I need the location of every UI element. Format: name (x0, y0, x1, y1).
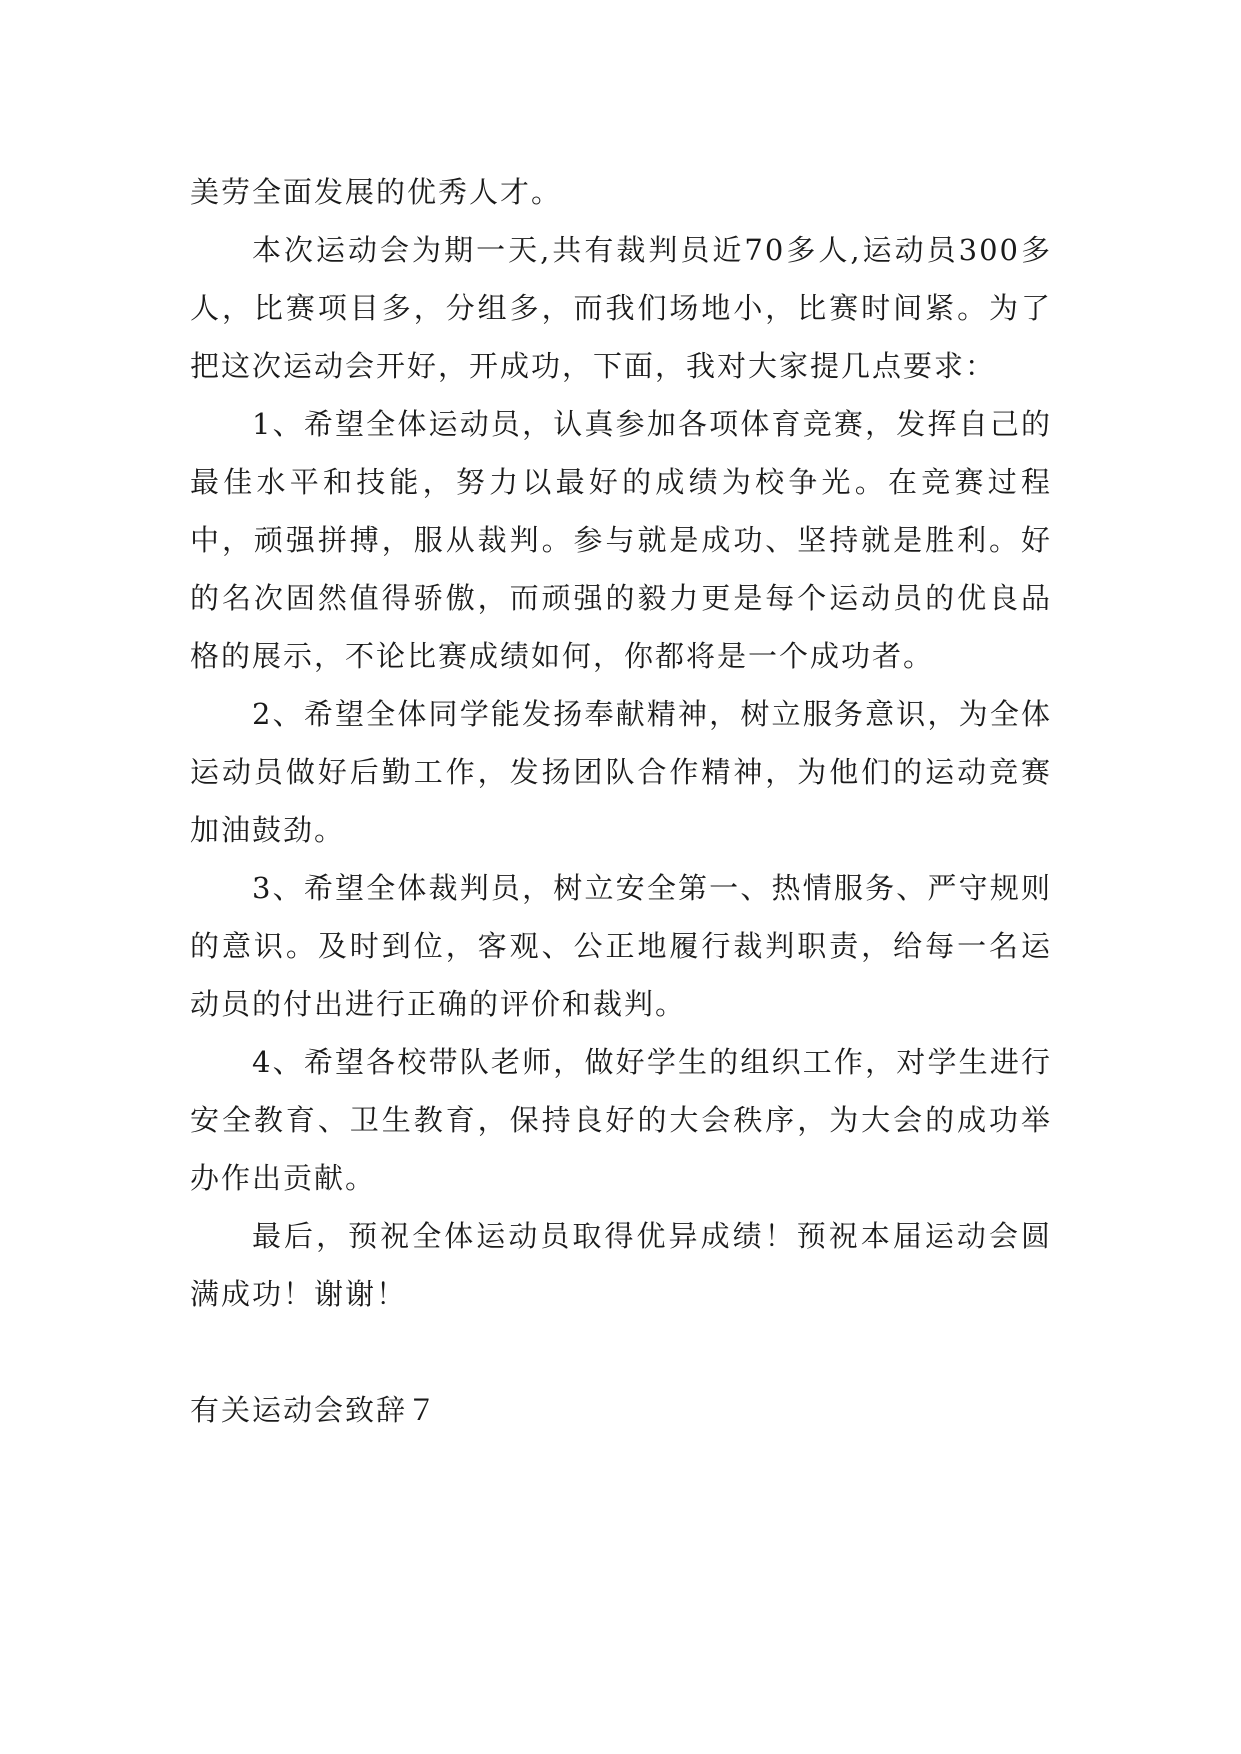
next-section-heading: 有关运动会致辞７ (190, 1393, 439, 1427)
paragraph-closing: 最后，预祝全体运动员取得优异成绩！预祝本届运动会圆满成功！谢谢！ (190, 1219, 1052, 1311)
paragraph-requirement-2: 2、希望全体同学能发扬奉献精神，树立服务意识，为全体运动员做好后勤工作，发扬团队合作精神，为他们的运动竞赛加油鼓劲。 (190, 697, 1052, 847)
section-spacer (190, 1323, 1052, 1381)
paragraph-requirement-4: 4、希望各校带队老师，做好学生的组织工作，对学生进行安全教育、卫生教育，保持良好的大会秩序，为大会的成功举办作出贡献。 (190, 1045, 1052, 1195)
paragraph-requirement-1: 1、希望全体运动员，认真参加各项体育竞赛，发挥自己的最佳水平和技能，努力以最好的成绩为校争光。在竞赛过程中，顽强拼搏，服从裁判。参与就是成功、坚持就是胜利。好的名次固然值得骄傲，而顽强的毅力更是每个运动员的优良品格的展示，不论比赛成绩如何，你都将是一个成功者。 (190, 407, 1052, 673)
document-body (190, 163, 1052, 1439)
paragraph-requirement-3: 3、希望全体裁判员，树立安全第一、热情服务、严守规则的意识。及时到位，客观、公正地履行裁判职责，给每一名运动员的付出进行正确的评价和裁判。 (190, 871, 1052, 1021)
paragraph-continuation: 美劳全面发展的优秀人才。 (190, 175, 563, 209)
paragraph-intro: 本次运动会为期一天,共有裁判员近70多人,运动员300多人，比赛项目多，分组多，而我们场地小，比赛时间紧。为了把这次运动会开好，开成功，下面，我对大家提几点要求： (190, 233, 1052, 383)
